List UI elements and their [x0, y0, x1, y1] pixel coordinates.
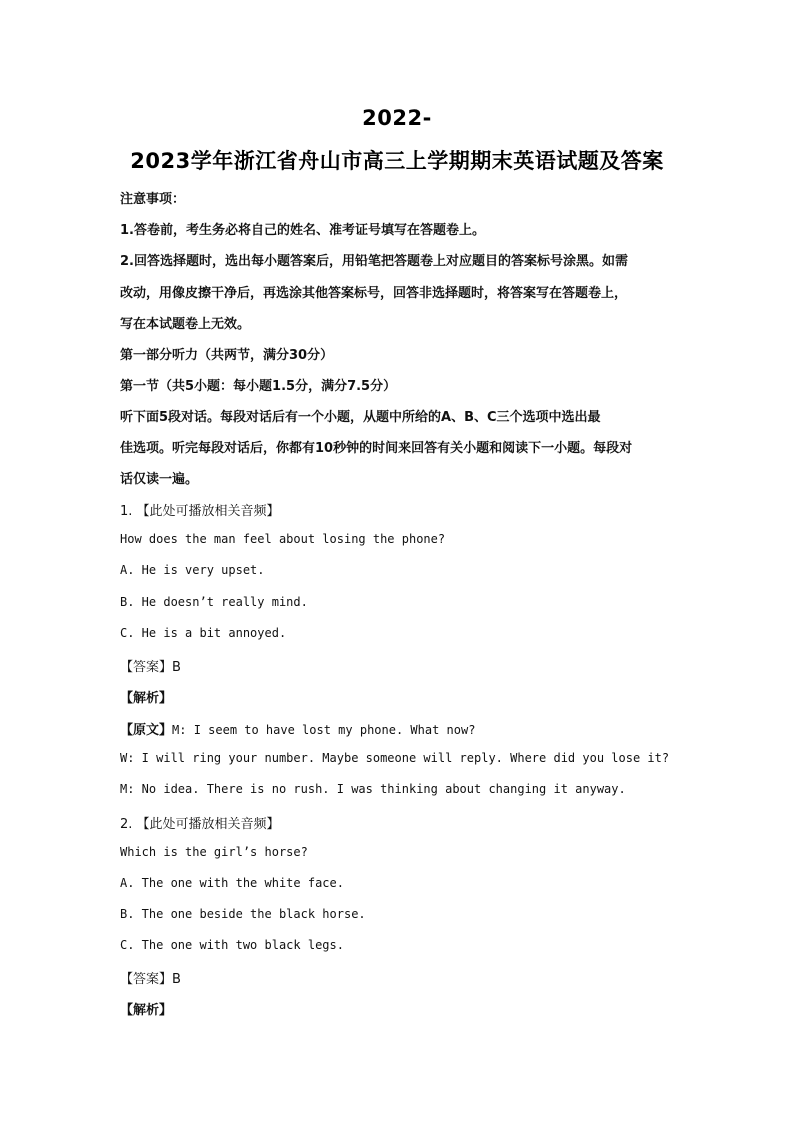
part1-heading: 第一部分听力（共两节，满分30分）: [120, 348, 334, 363]
q2-option-c: C. The one with two black legs.: [120, 938, 344, 952]
q2-answer: 【答案】B: [120, 972, 181, 987]
q1-option-c: C. He is a bit annoyed.: [120, 626, 287, 640]
q1-transcript-line1: [120, 719, 475, 738]
q1-option-a: A. He is very upset.: [120, 563, 265, 577]
q2-option-b: B. The one beside the black horse.: [120, 907, 366, 921]
notes-heading: 注意事项：: [120, 192, 186, 207]
document-title-line1: 2022-: [362, 106, 432, 130]
q2-question: Which is the girl’s horse?: [120, 845, 308, 859]
q1-transcript-line3: M: No idea. There is no rush. I was thinking about changing it anyway.: [120, 782, 626, 796]
q1-transcript-line2: W: I will ring your number. Maybe someone will reply. Where did you lose it?: [120, 751, 670, 765]
q1-option-b: B. He doesn’t really mind.: [120, 595, 308, 609]
instructions-line-c: 话仅读一遍。: [120, 472, 199, 487]
instructions-line-b: 佳选项。听完每段对话后，你都有10秒钟的时间来回答有关小题和阅读下一小题。每段对: [120, 441, 633, 456]
document-title-line2: 2023学年浙江省舟山市高三上学期期末英语试题及答案: [130, 149, 664, 173]
transcript-label: 【原文】: [120, 723, 173, 738]
q1-header: 1. 【此处可播放相关音频】: [120, 504, 280, 519]
section1-heading: 第一节（共5小题：每小题1.5分，满分7.5分）: [120, 379, 397, 394]
q2-analysis: 【解析】: [120, 1003, 173, 1018]
instructions-line-a: 听下面5段对话。每段对话后有一个小题，从题中所给的A、B、C三个选项中选出最: [120, 410, 601, 425]
notes-item-1: 1.答卷前，考生务必将自己的姓名、准考证号填写在答题卷上。: [120, 223, 485, 238]
q2-option-a: A. The one with the white face.: [120, 876, 344, 890]
q1-analysis: 【解析】: [120, 691, 173, 706]
q1-answer: 【答案】B: [120, 660, 181, 675]
q2-header: 2. 【此处可播放相关音频】: [120, 817, 280, 832]
q1-question: How does the man feel about losing the phone?: [120, 532, 446, 546]
notes-item-2a: 2.回答选择题时，选出每小题答案后，用铅笔把答题卷上对应题目的答案标号涂黑。如需: [120, 254, 628, 269]
notes-item-2c: 写在本试题卷上无效。: [120, 317, 251, 332]
notes-item-2b: 改动，用像皮擦干净后，再选涂其他答案标号，回答非选择题时，将答案写在答题卷上，: [120, 286, 628, 301]
transcript-text: M: I seem to have lost my phone. What now?: [172, 723, 476, 737]
